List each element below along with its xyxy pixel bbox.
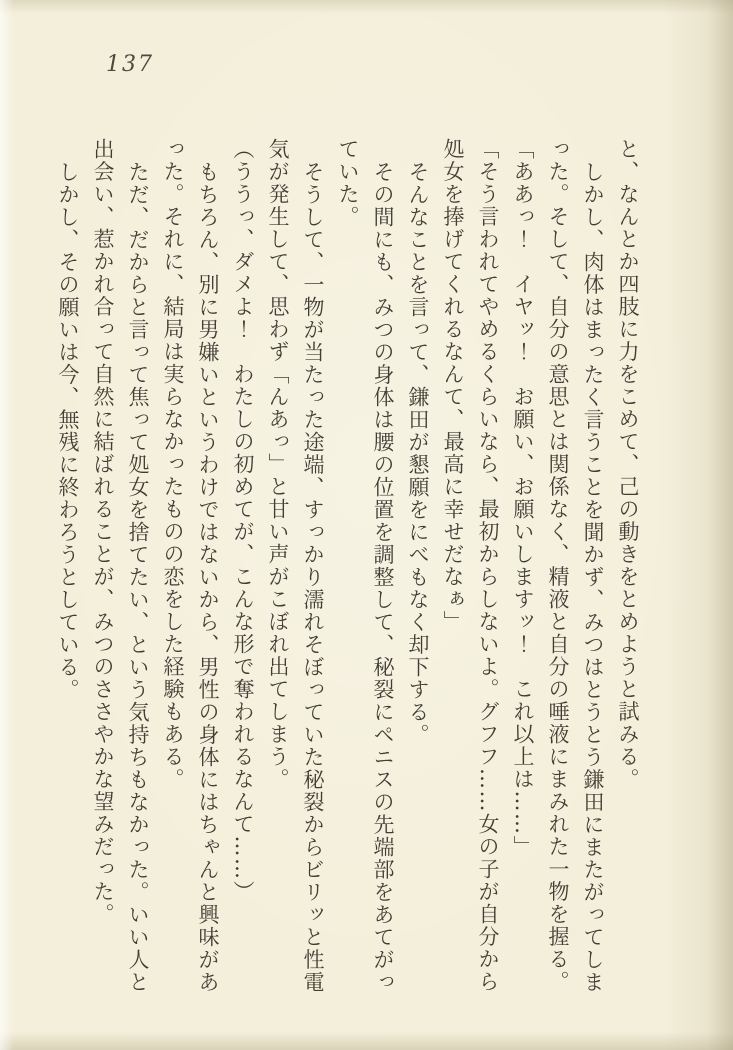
paragraph: 「そう言われてやめるくらいなら、最初からしないよ。グフフ……女の子が自分から処女を捧げてくれるなんて、最高に幸せだなぁ」: [441, 138, 500, 993]
paragraph: （ううっ、ダメよ！ わたしの初めてが、こんな形で奪われるなんて……）: [231, 138, 255, 903]
paragraph: そうして、一物が当たった途端、すっかり濡れそぼっていた秘裂からビリッと性電気が発生して、思わず「んあっ」と甘い声がこぼれ出てしまう。: [266, 138, 325, 993]
page-number: 137: [106, 52, 154, 77]
paragraph: 「ああっ！ イヤッ！ お願い、お願いしますッ！ これ以上は……」: [511, 138, 535, 858]
paragraph: そんなことを言って、鎌田が懇願をにべもなく却下する。: [406, 160, 430, 746]
paragraph: しかし、その願いは今、無残に終わろうとしている。: [56, 160, 80, 701]
text-block: [50, 138, 645, 996]
paragraph: その間にも、みつの身体は腰の位置を調整して、秘裂にペニスの先端部をあてがっていた。: [336, 138, 395, 993]
paragraph: ただ、だからと言って焦って処女を捨てたい、という気持ちもなかった。いい人と出会い、惹かれ合って自然に結ばれることが、みつのささやかな望みだった。: [91, 138, 150, 993]
paragraph: もちろん、別に男嫌いというわけではないから、男性の身体にはちゃんと興味があった。それに、結局は実らなかったものの恋をした経験もある。: [161, 138, 220, 993]
paragraph: しかし、肉体はまったく言うことを聞かず、みつはとうとう鎌田にまたがってしまった。そして、自分の意思とは関係なく、精液と自分の唾液にまみれた一物を握る。: [546, 138, 605, 993]
paragraph: と、なんとか四肢に力をこめて、己の動きをとめようと試みる。: [616, 138, 640, 791]
